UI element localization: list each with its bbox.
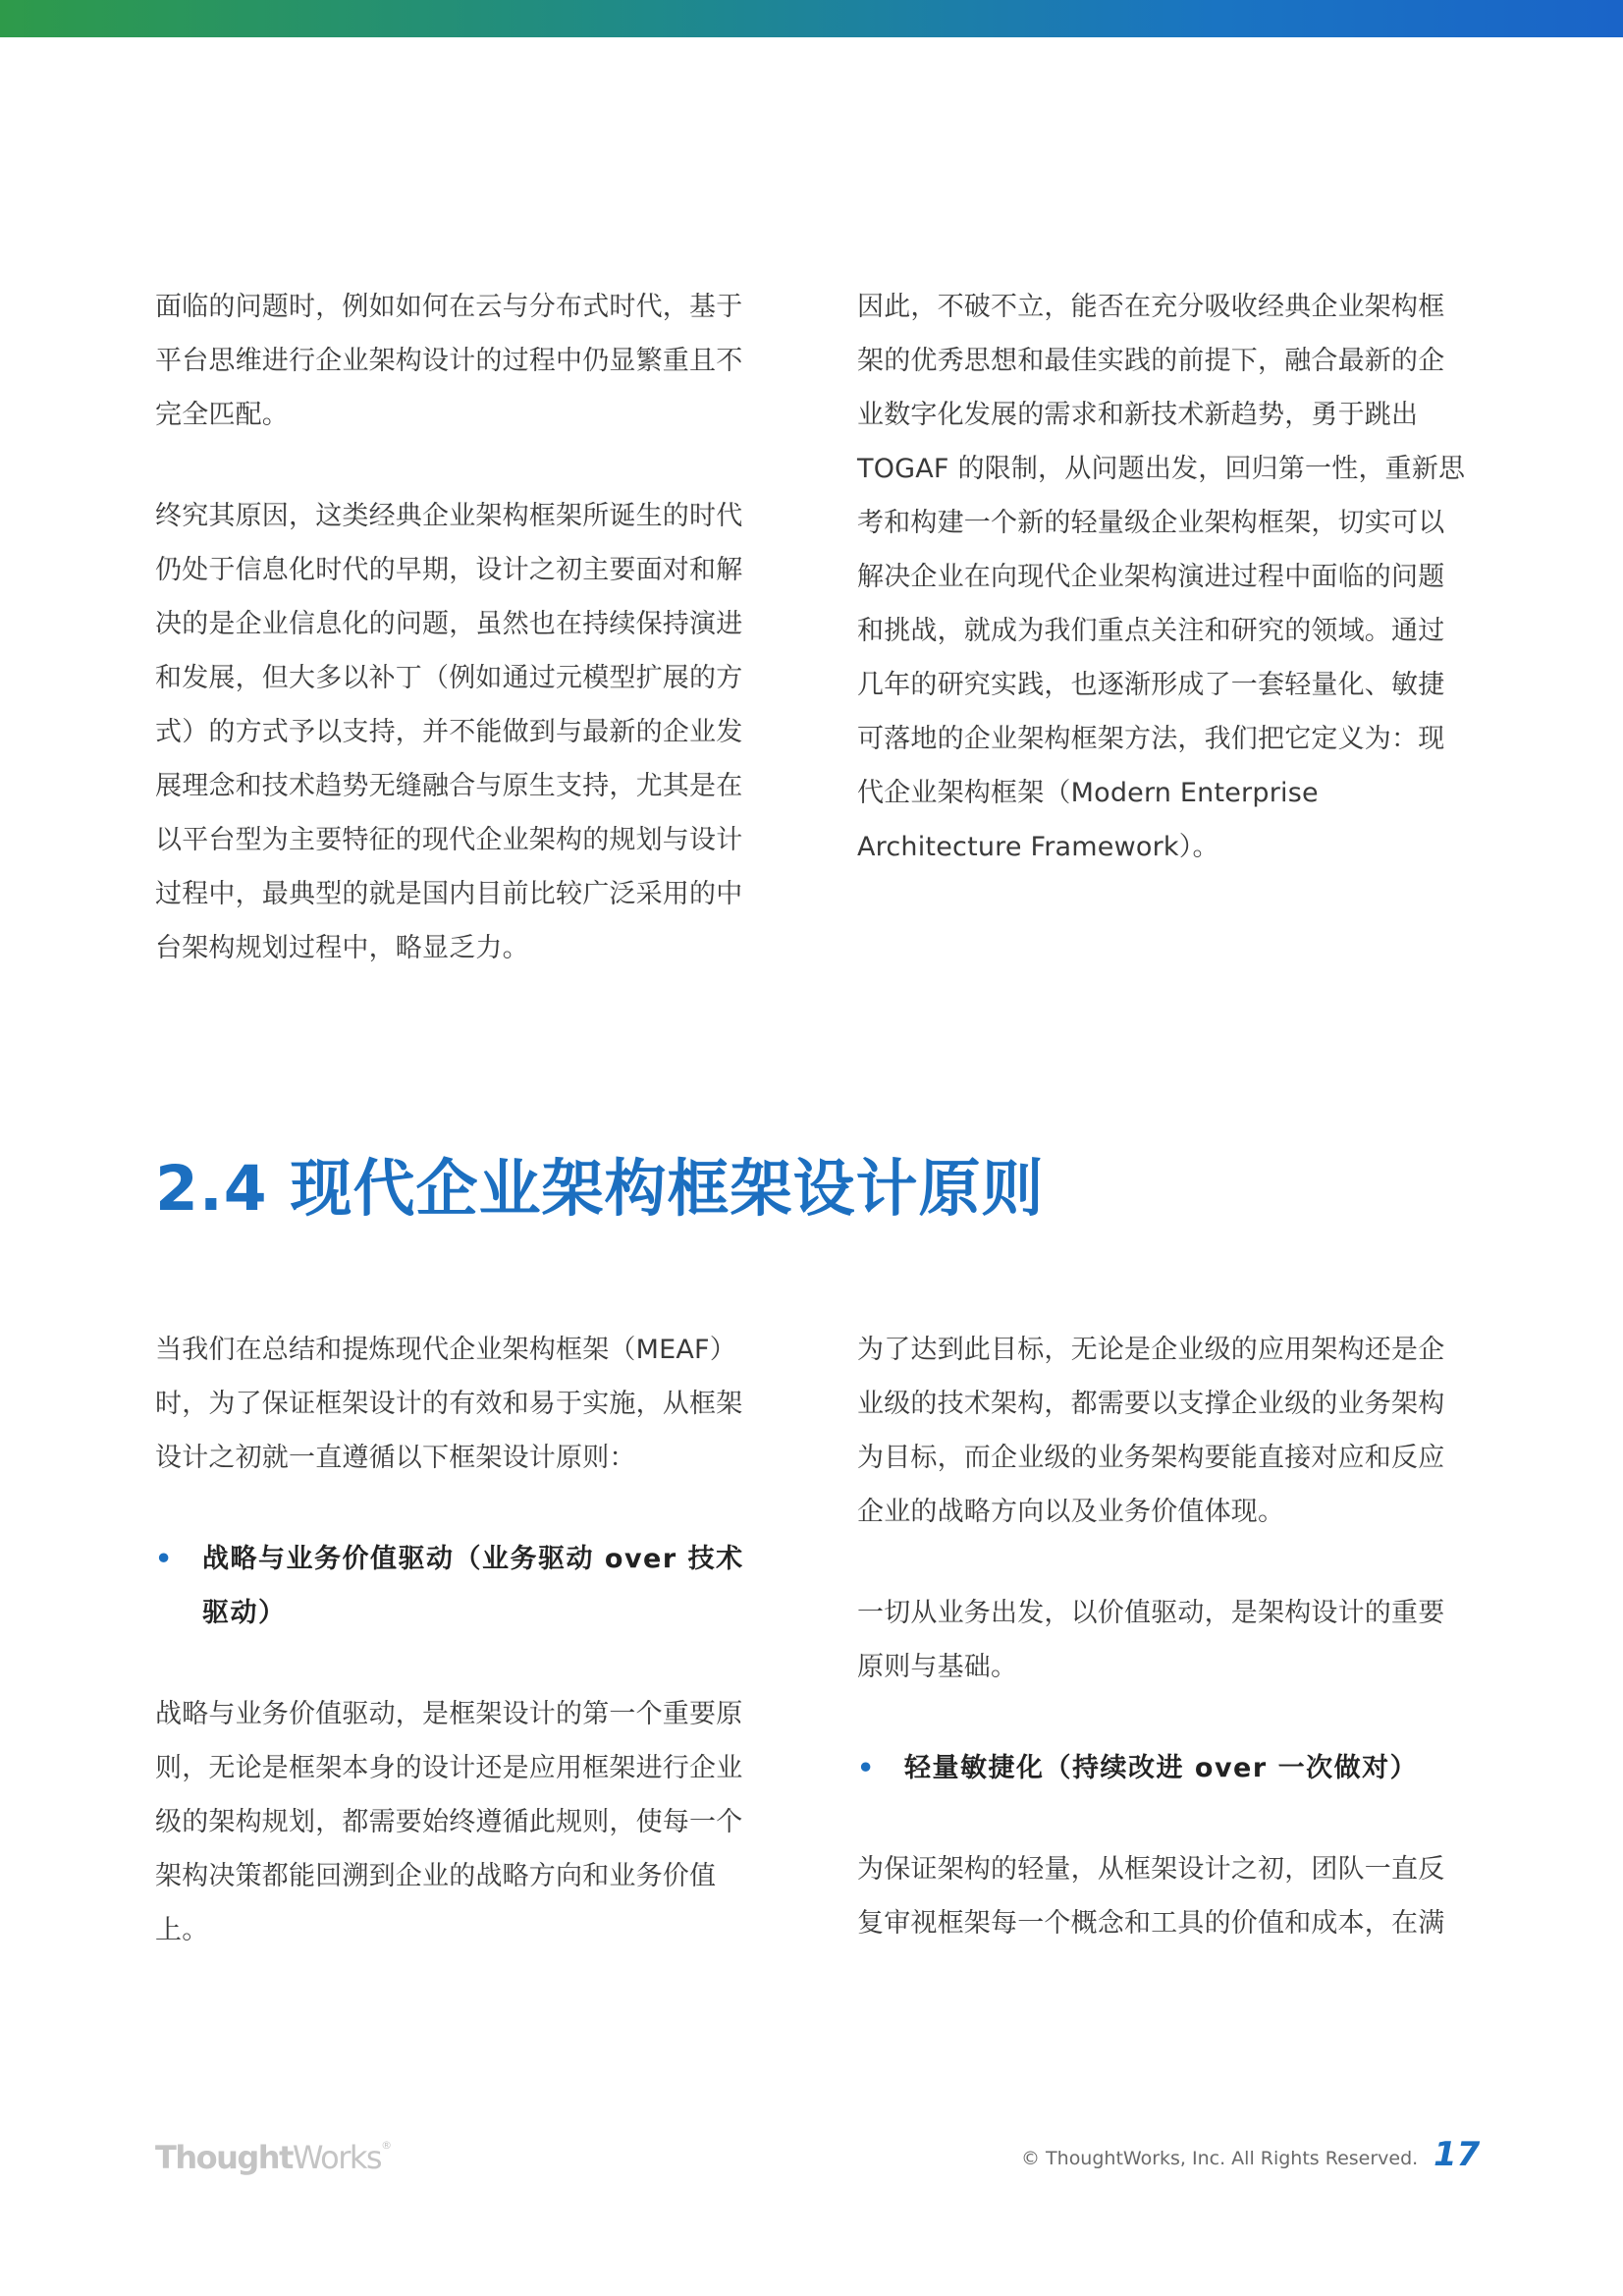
top-left-column — [155, 280, 769, 975]
bottom-right-column — [857, 1323, 1471, 1950]
bullet-icon: • — [155, 1544, 174, 1574]
copyright-notice: © ThoughtWorks, Inc. All Rights Reserved. — [1021, 2148, 1419, 2169]
paragraph: 因此，不破不立，能否在充分吸收经典企业架构框架的优秀思想和最佳实践的前提下，融合最新的企业数字化发展的需求和新技术新趋势，勇于跳出 TOGAF 的限制，从问题出发，回归第一性，重新思考和构建一个新的轻量级企业架构框架，切实可以解决企业在向现代企业架构演进过程中面临的问题和挑战，就成为我们重点关注和研究的领域。通过几年的研究实践，也逐渐形成了一套轻量化、敏捷可落地的企业架构框架方法，我们把它定义为：现代企业架构框架（Modern Enterprise Architecture Framework）。 — [857, 292, 1466, 862]
paragraph: 当我们在总结和提炼现代企业架构框架（MEAF）时，为了保证框架设计的有效和易于实施，从框架设计之初就一直遵循以下框架设计原则： — [155, 1335, 743, 1473]
paragraph: 终究其原因，这类经典企业架构框架所诞生的时代仍处于信息化时代的早期，设计之初主要面对和解决的是企业信息化的问题，虽然也在持续保持演进和发展，但大多以补丁（例如通过元模型扩展的方式）的方式予以支持，并不能做到与最新的企业发展理念和技术趋势无缝融合与原生支持，尤其是在以平台型为主要特征的现代企业架构的规划与设计过程中，最典型的就是国内目前比较广泛采用的中台架构规划过程中，略显乏力。 — [155, 501, 743, 963]
logo-bold-text: Thought — [155, 2139, 293, 2176]
top-gradient-bar — [0, 0, 1623, 37]
registered-mark: ® — [381, 2139, 393, 2152]
thoughtworks-logo — [155, 2139, 392, 2176]
bottom-left-column — [155, 1323, 769, 1957]
bullet-icon: • — [857, 1753, 876, 1783]
bullet-heading-text: 轻量敏捷化（持续改进 over 一次做对） — [904, 1753, 1419, 1783]
bullet-heading-text: 战略与业务价值驱动（业务驱动 over 技术驱动） — [202, 1544, 744, 1628]
bullet-heading — [155, 1532, 769, 1640]
paragraph: 一切从业务出发，以价值驱动，是架构设计的重要原则与基础。 — [857, 1598, 1445, 1682]
bullet-heading — [857, 1741, 1471, 1795]
top-right-column — [857, 280, 1471, 874]
paragraph: 战略与业务价值驱动，是框架设计的第一个重要原则，无论是框架本身的设计还是应用框架进行企业级的架构规划，都需要始终遵循此规则，使每一个架构决策都能回溯到企业的战略方向和业务价值上。 — [155, 1699, 743, 1945]
section-title: 2.4 现代企业架构框架设计原则 — [155, 1153, 1045, 1225]
paragraph: 面临的问题时，例如如何在云与分布式时代，基于平台思维进行企业架构设计的过程中仍显繁重且不完全匹配。 — [155, 292, 743, 430]
paragraph: 为保证架构的轻量，从框架设计之初，团队一直反复审视框架每一个概念和工具的价值和成本，在满 — [857, 1854, 1445, 1939]
page-number: 17 — [1434, 2135, 1481, 2174]
logo-light-text: Works — [292, 2139, 382, 2176]
paragraph: 为了达到此目标，无论是企业级的应用架构还是企业级的技术架构，都需要以支撑企业级的业务架构为目标，而企业级的业务架构要能直接对应和反应企业的战略方向以及业务价值体现。 — [857, 1335, 1445, 1527]
